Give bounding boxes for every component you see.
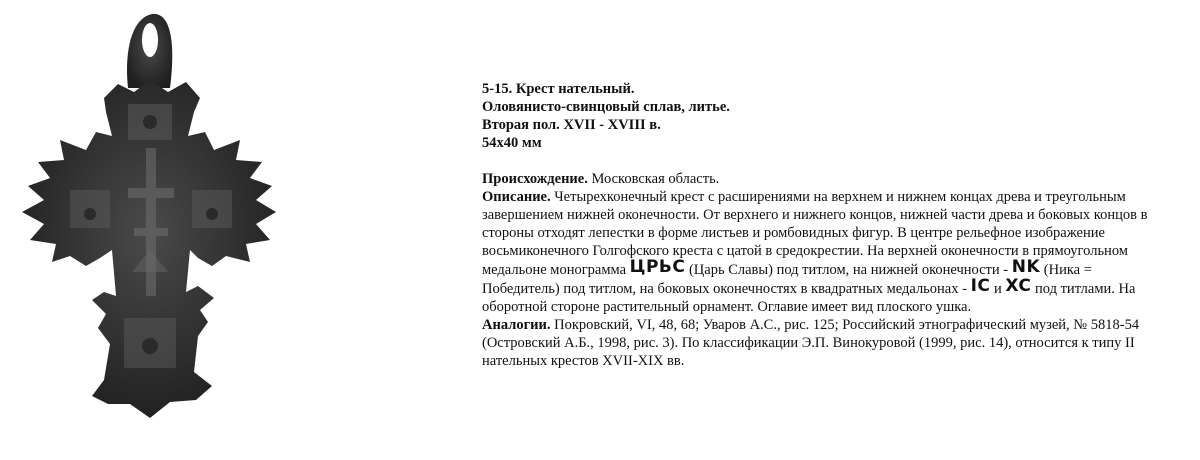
catalog-entry bbox=[482, 80, 1172, 370]
analogs-paragraph bbox=[482, 316, 1172, 370]
origin-text: Московская область. bbox=[591, 171, 720, 187]
monogram-tsar-slavy: ЦРЬС bbox=[629, 257, 686, 277]
analogs-text: Покровский, VI, 48, 68; Уваров А.С., рис. 125; Российский этнографический музей, № 5818-54 (Островский А.Б., 1998, рис. 3). По классификации Э.П. Винокуровой (1999, рис. 14), относится к типу II нательных крестов XVII-XIX вв. bbox=[482, 317, 1140, 369]
catalog-number-title: 5-15. Крест нательный. bbox=[482, 81, 635, 97]
cross-photo bbox=[0, 0, 290, 460]
catalog-dating: Вторая пол. XVII - XVIII в. bbox=[482, 117, 661, 133]
origin-label: Происхождение. bbox=[482, 171, 588, 187]
description-paragraph bbox=[482, 188, 1172, 316]
monogram-nika: NK bbox=[1011, 257, 1041, 277]
description-text-4: под титлами. На оборотной стороне растительный орнамент. Оглавие имеет вид плоского ушка. bbox=[482, 281, 1136, 315]
description-and: и bbox=[994, 281, 1002, 297]
description-text-2: (Царь Славы) под титлом, на нижней оконечности - bbox=[688, 262, 1009, 278]
pectoral-cross-image bbox=[0, 0, 290, 460]
monogram-xs: XC bbox=[1005, 276, 1032, 296]
origin-paragraph bbox=[482, 170, 1172, 188]
monogram-is: IC bbox=[970, 276, 991, 296]
analogs-label: Аналогии. bbox=[482, 317, 551, 333]
description-text-3: (Ника = Победитель) под титлом, на боковых оконечностях в квадратных медальонах - bbox=[482, 262, 1092, 297]
catalog-size: 54x40 мм bbox=[482, 135, 542, 151]
catalog-material: Оловянисто-свинцовый сплав, литье. bbox=[482, 99, 730, 115]
spacer bbox=[482, 152, 1172, 170]
description-text-1: Четырехконечный крест с расширениями на верхнем и нижнем концах древа и треугольным завершением нижней оконечности. От верхнего и нижнего концов, нижней части древа и боковых концов в стороны отходят лепестки в форме листьев и ромбовидных фигур. В центре рельефное изображение восьмиконечного Голгофского креста с цатой в средокрестии. На верхней оконечности в прямоугольном медальоне монограмма bbox=[482, 189, 1148, 278]
description-label: Описание. bbox=[482, 189, 551, 205]
